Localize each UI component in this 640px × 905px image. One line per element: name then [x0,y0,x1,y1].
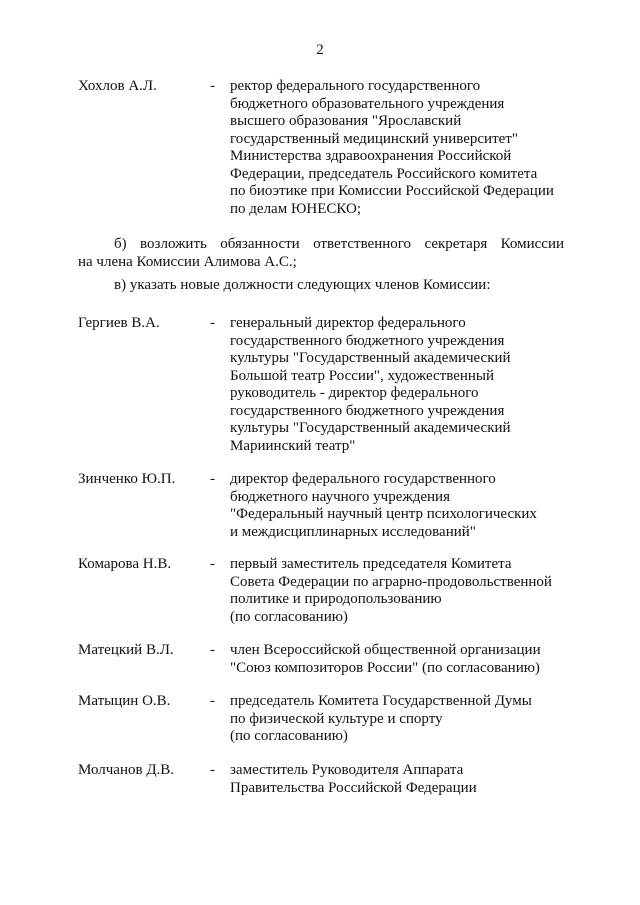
item-b-line: б) возложить обязанности ответственного секретаря Комиссии [114,236,564,252]
entry-description [230,78,568,218]
entry-gergiev [78,315,568,455]
entry-name: Матецкий В.Л. [78,642,174,658]
entry-matytsin [78,693,568,746]
entry-molchanov [78,762,568,797]
entry-dash: - [210,693,215,709]
entry-line: и междисциплинарных исследований" [230,523,476,540]
entry-line: (по согласованию) [230,728,348,744]
entry-line: культуры "Государственный академический [230,420,511,436]
entry-line: "Федеральный научный центр психологических [230,506,537,522]
entry-line: бюджетного научного учреждения [230,488,450,505]
entry-line: первый заместитель председателя Комитета [230,556,512,572]
entry-line: директор федерального государственного [230,471,496,487]
entry-name: Матыцин О.В. [78,693,171,709]
entry-line: Министерства здравоохранения Российской [230,148,512,164]
entry-line: руководитель - директор федерального [230,385,479,401]
entry-description [230,556,568,626]
entry-line: по делам ЮНЕСКО; [230,200,362,217]
entry-line: по физической культуре и спорту [230,710,443,727]
entry-line: генеральный директор федерального [230,315,466,331]
entry-dash: - [210,78,215,94]
entry-khokhlov [78,78,568,218]
entry-line: высшего образования "Ярославский [230,113,462,129]
entry-dash: - [210,556,215,572]
entry-line: Совета Федерации по аграрно-продовольственной [230,573,552,590]
entry-line: ректор федерального государственного [230,78,481,94]
entry-name: Гергиев В.А. [78,315,160,331]
entry-line: государственного бюджетного учреждения [230,332,505,349]
entry-line: государственный медицинский университет" [230,130,518,147]
entry-description [230,315,568,455]
entry-line: политике и природопользованию [230,591,442,607]
page-number: 2 [316,42,324,58]
item-v-line: в) указать новые должности следующих членов Комиссии: [114,277,491,293]
item-b-line: на члена Комиссии Алимова А.С.; [78,253,297,270]
entry-description [230,693,568,746]
entry-line: Мариинский театр" [230,437,356,454]
entry-matetsky [78,642,568,677]
entry-line: "Союз композиторов России" (по согласованию) [230,659,540,676]
entry-line: Правительства Российской Федерации [230,779,477,796]
entry-zinchenko [78,471,568,541]
entry-description [230,762,568,797]
entry-name: Комарова Н.В. [78,556,172,572]
entry-line: (по согласованию) [230,608,348,625]
entry-line: заместитель Руководителя Аппарата [230,762,464,778]
entry-line: председатель Комитета Государственной Думы [230,693,532,709]
entry-dash: - [210,762,215,778]
entry-line: культуры "Государственный академический [230,350,511,366]
entry-line: Большой театр России", художественный [230,367,495,384]
entry-dash: - [210,471,215,487]
entry-name: Зинченко Ю.П. [78,471,176,487]
entry-line: государственного бюджетного учреждения [230,402,505,419]
entry-dash: - [210,315,215,331]
entry-line: Федерации, председатель Российского комитета [230,165,538,182]
entry-name: Хохлов А.Л. [78,78,157,94]
entry-description [230,471,568,541]
entry-name: Молчанов Д.В. [78,762,175,778]
entry-line: по биоэтике при Комиссии Российской Федерации [230,183,554,199]
entry-description [230,642,568,677]
item-b-paragraph [78,236,564,271]
item-v-paragraph [78,277,564,295]
entry-dash: - [210,642,215,658]
entry-komarova [78,556,568,626]
entry-line: бюджетного образовательного учреждения [230,95,505,112]
entry-line: член Всероссийской общественной организации [230,642,541,658]
